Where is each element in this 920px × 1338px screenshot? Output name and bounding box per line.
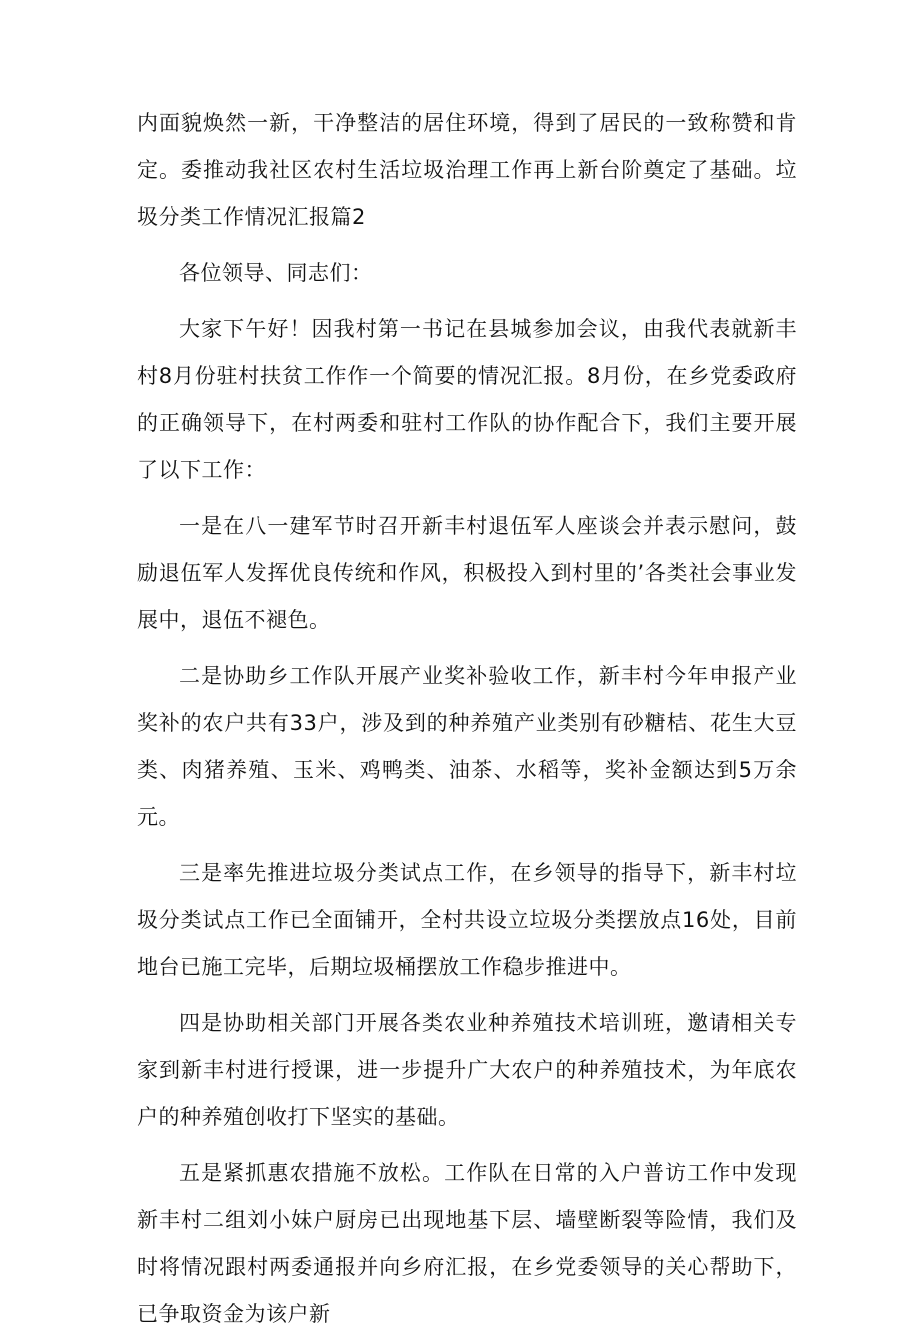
document-body: [137, 100, 797, 1338]
paragraph-item-2: 二是协助乡工作队开展产业奖补验收工作，新丰村今年申报产业奖补的农户共有33户，涉及到的种养殖产业类别有砂糖桔、花生大豆类、肉猪养殖、玉米、鸡鸭类、油茶、水稻等，奖补金额达到5万余元。: [137, 664, 797, 829]
paragraph-salutation: 各位领导、同志们：: [179, 261, 373, 285]
paragraph-item-3: 三是率先推进垃圾分类试点工作，在乡领导的指导下，新丰村垃圾分类试点工作已全面铺开，全村共设立垃圾分类摆放点16处，目前地台已施工完毕，后期垃圾桶摆放工作稳步推进中。: [137, 861, 797, 979]
paragraph-greeting: 大家下午好！因我村第一书记在县城参加会议，由我代表就新丰村8月份驻村扶贫工作作一个简要的情况汇报。8月份，在乡党委政府的正确领导下，在村两委和驻村工作队的协作配合下，我们主要开展了以下工作：: [137, 317, 797, 482]
paragraph-item-1: 一是在八一建军节时召开新丰村退伍军人座谈会并表示慰问，鼓励退伍军人发挥优良传统和作风，积极投入到村里的’各类社会事业发展中，退伍不褪色。: [137, 514, 797, 632]
paragraph-continuation: 内面貌焕然一新，干净整洁的居住环境，得到了居民的一致称赞和肯定。委推动我社区农村生活垃圾治理工作再上新台阶奠定了基础。垃圾分类工作情况汇报篇2: [137, 111, 797, 229]
paragraph-item-4: 四是协助相关部门开展各类农业种养殖技术培训班，邀请相关专家到新丰村进行授课，进一步提升广大农户的种养殖技术，为年底农户的种养殖创收打下坚实的基础。: [137, 1011, 797, 1129]
paragraph-item-5: 五是紧抓惠农措施不放松。工作队在日常的入户普访工作中发现新丰村二组刘小妹户厨房已出现地基下层、墙壁断裂等险情，我们及时将情况跟村两委通报并向乡府汇报，在乡党委领导的关心帮助下，已争取资金为该户新: [137, 1161, 797, 1326]
